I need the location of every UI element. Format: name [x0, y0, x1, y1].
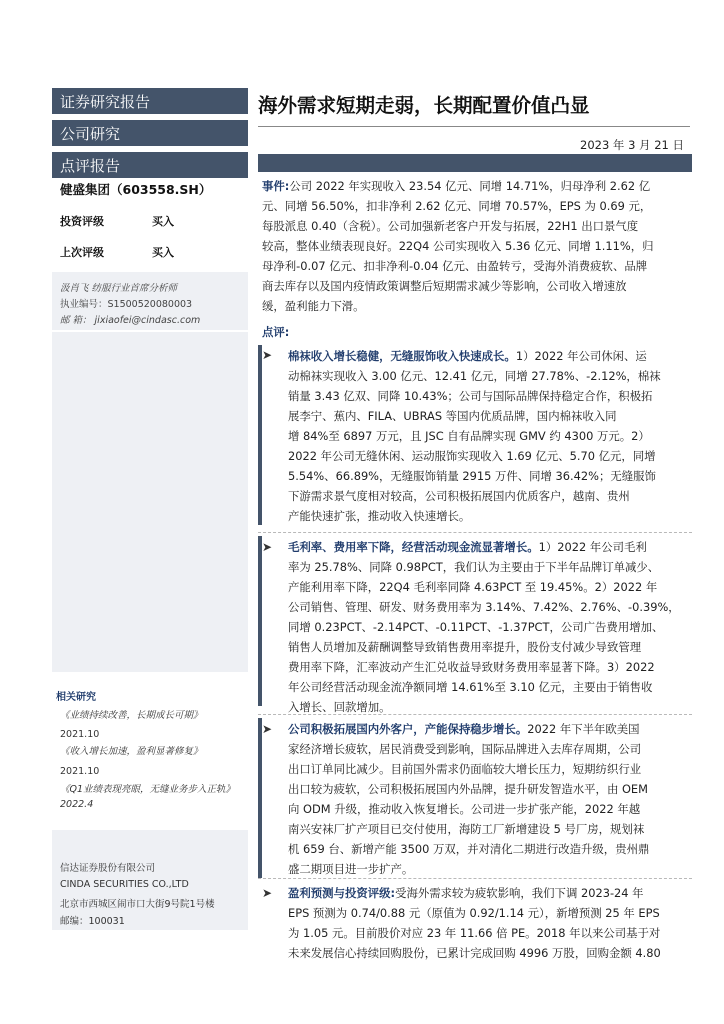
event-line: 缓，盈利能力下滑。	[262, 299, 365, 313]
event-label: 事件:	[262, 179, 290, 193]
arrow-bullet-icon: ➤	[262, 540, 273, 554]
section-line: 展李宁、蕉内、FILA、UBRAS 等国内优质品牌，国内棉袜收入同	[288, 409, 617, 423]
related-item[interactable]: 《业绩持续改善，长期成长可期》	[60, 710, 203, 721]
section-divider	[258, 532, 692, 533]
section-accent	[258, 345, 262, 525]
arrow-bullet-icon: ➤	[262, 886, 273, 900]
section-line: 产能利用率下降，22Q4 毛利率同降 4.63PCT 至 19.45%。2）2022 年	[288, 580, 658, 594]
section-line: 1）2022 年公司休闲、运	[515, 349, 647, 363]
section-line: 动棉袜实现收入 3.00 亿元、12.41 亿元，同增 27.78%、-2.12%，棉袜	[288, 369, 661, 383]
category-banner	[52, 120, 248, 146]
firm-name-en: CINDA SECURITIES CO.,LTD	[60, 879, 189, 890]
section-lead: 毛利率、费用率下降，经营活动现金流显著增长。	[288, 540, 539, 554]
section-line: 向 ODM 升级，推动收入恢复增长。公司进一步扩张产能，2022 年越	[288, 802, 641, 816]
comment-heading	[262, 322, 688, 342]
section-margins	[288, 537, 686, 717]
firm-postcode: 邮编：100031	[60, 916, 125, 927]
event-line: 每股派息 0.40（含税）。公司加强新老客户开发与拓展，22H1 出口景气度	[262, 219, 639, 233]
prev-rating-label: 上次评级	[60, 246, 104, 259]
section-capacity	[288, 719, 686, 879]
section-line: 家经济增长疲软，居民消费受到影响，国际品牌进入去库存周期，公司	[288, 742, 642, 756]
category-label: 公司研究	[60, 124, 121, 143]
section-line: 受海外需求较为疲软影响，我们下调 2023-24 年	[395, 886, 644, 900]
related-item[interactable]: 《Q1业绩表现亮眼，无缝业务步入正轨》2022.4	[60, 784, 236, 810]
related-research-title: 相关研究	[56, 692, 96, 703]
header-rule	[258, 126, 690, 127]
section-line: 机 659 台、新增产能 3500 万双，并对清化二期进行改造升级，贵州鼎	[288, 842, 650, 856]
rating-value: 买入	[152, 215, 174, 228]
report-headline: 海外需求短期走弱，长期配置价值凸显	[258, 94, 590, 117]
section-line: 费用率下降，汇率波动产生汇兑收益导致财务费用率显著下降。3）2022	[288, 660, 655, 674]
section-lead: 公司积极拓展国内外客户，产能保持稳步增长。	[288, 722, 528, 736]
firm-address: 北京市西城区闹市口大街9号院1号楼	[60, 899, 215, 910]
header-bar	[258, 154, 692, 172]
event-paragraph	[262, 176, 688, 316]
report-type-banner	[52, 88, 248, 114]
subcategory-banner	[52, 152, 248, 178]
firm-name: 信达证券股份有限公司	[60, 863, 156, 874]
sidebar-spacer	[52, 332, 248, 672]
section-line: 公司销售、管理、研发、财务费用率为 3.14%、7.42%、2.76%、-0.39%，	[288, 600, 680, 614]
report-type-label: 证券研究报告	[60, 92, 151, 111]
section-line: 1）2022 年公司毛利	[538, 540, 647, 554]
section-line: 2022 年公司无缝休闲、运动服饰实现收入 1.69 亿元、5.70 亿元，同增	[288, 449, 656, 463]
report-date: 2023 年 3 月 21 日	[580, 138, 684, 152]
section-line: 入增长、回款增加。	[288, 700, 391, 714]
section-line: 2022 年下半年欧美国	[527, 722, 640, 736]
section-divider	[258, 714, 692, 715]
section-line: 下游需求景气度相对较高，公司积极拓展国内优质客户，越南、贵州	[288, 489, 630, 503]
comment-label: 点评:	[262, 325, 290, 339]
section-line: 盛二期项目进一步扩产。	[288, 862, 414, 876]
section-line: 销售人员增加及薪酬调整导致销售费用率提升，股份支付减少导致管理	[288, 640, 642, 654]
event-line: 母净利-0.07 亿元、扣非净利-0.04 亿元、由盈转亏，受海外消费疲软、品牌	[262, 259, 648, 273]
section-lead: 盈利预测与投资评级:	[288, 886, 396, 900]
section-line: 5.54%、66.89%，无缝服饰销量 2915 万件、同增 36.42%；无缝服饰	[288, 469, 656, 483]
subcategory-label: 点评报告	[60, 156, 121, 175]
event-line: 商去库存以及国内疫情政策调整后短期需求减少等影响，公司收入增速放	[262, 279, 627, 293]
section-forecast	[288, 883, 686, 963]
section-line: 南兴安袜厂扩产项目已交付使用，海防工厂新增建设 5 号厂房，规划袜	[288, 822, 645, 836]
section-line: 产能快速扩张，推动收入快速增长。	[288, 509, 471, 523]
company-name: 健盛集团（603558.SH）	[60, 182, 212, 197]
section-lead: 棉袜收入增长稳健，无缝服饰收入快速成长。	[288, 349, 516, 363]
section-line: 销量 3.43 亿双、同降 10.43%；公司与国际品牌保持稳定合作，积极拓	[288, 389, 653, 403]
section-line: 同增 0.23PCT、-2.14PCT、-0.11PCT、-1.37PCT，公司广告费用增加、	[288, 620, 664, 634]
section-line: 率为 25.78%、同降 0.98PCT，我们认为主要由于下半年品牌订单减少、	[288, 560, 660, 574]
section-cotton-socks	[288, 346, 686, 526]
arrow-bullet-icon: ➤	[262, 348, 273, 362]
rating-label: 投资评级	[60, 215, 104, 228]
event-line: 公司 2022 年实现收入 23.54 亿元、同增 14.71%，归母净利 2.62 亿	[289, 179, 651, 193]
section-line: 增 84%至 6897 万元，且 JSC 自有品牌实现 GMV 约 4300 万元。2）	[288, 429, 650, 443]
analyst-license: 执业编号：S1500520080003	[60, 299, 193, 310]
section-line: 出口较为疲软，公司积极拓展国内外品牌，提升研发智造水平，由 OEM	[288, 782, 648, 796]
related-item[interactable]: 《收入增长加速，盈利显著修复》	[60, 746, 203, 757]
related-date: 2021.10	[60, 766, 100, 777]
analyst-name: 汲肖飞 纺服行业首席分析师	[60, 283, 178, 294]
section-line: EPS 预测为 0.74/0.88 元（原值为 0.92/1.14 元），新增预测 25 年 EPS	[288, 906, 660, 920]
section-line: 年公司经营活动现金流净额同增 14.61%至 3.10 亿元，主要由于销售收	[288, 680, 653, 694]
section-accent	[258, 718, 262, 878]
section-line: 出口订单同比减少。目前国外需求仍面临较大增长压力，短期纺织行业	[288, 762, 642, 776]
section-divider	[258, 878, 692, 879]
event-line: 较高，整体业绩表现良好。22Q4 公司实现收入 5.36 亿元、同增 1.11%，归	[262, 239, 654, 253]
event-line: 元、同增 56.50%，扣非净利 2.62 亿元、同增 70.57%，EPS 为 0.69 元，	[262, 199, 652, 213]
arrow-bullet-icon: ➤	[262, 722, 273, 736]
section-line: 未来发展信心持续回购股份，已累计完成回购 4996 万股，回购金额 4.80	[288, 946, 661, 960]
related-date: 2021.10	[60, 729, 100, 740]
section-line: 为 1.05 元。目前股价对应 23 年 11.66 倍 PE。2018 年以来公司基于对	[288, 926, 661, 940]
analyst-email[interactable]: 邮 箱： jixiaofei@cindasc.com	[60, 315, 201, 326]
section-accent	[258, 536, 262, 706]
prev-rating-value: 买入	[152, 246, 174, 259]
